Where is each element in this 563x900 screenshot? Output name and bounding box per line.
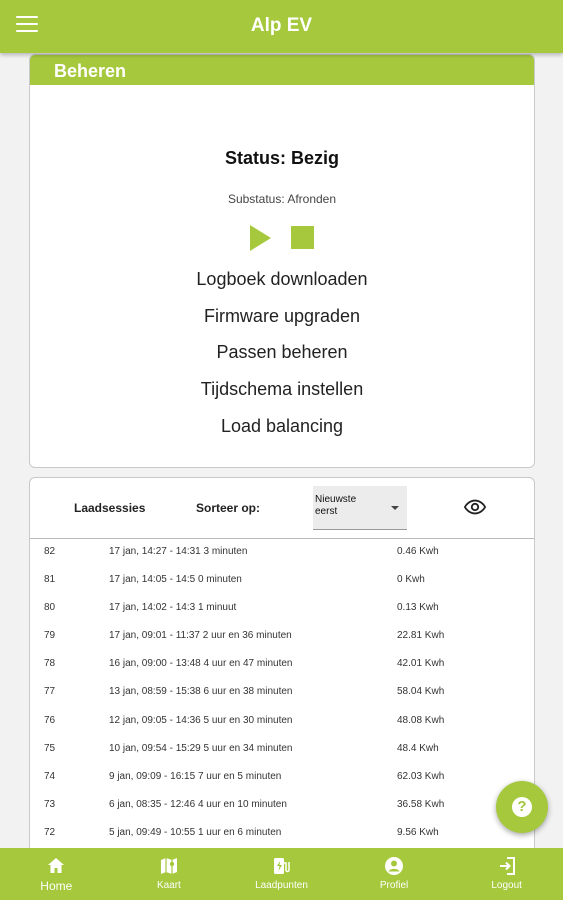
- session-energy: 22.81 Kwh: [397, 630, 445, 642]
- manage-card: [29, 54, 535, 468]
- session-row[interactable]: [30, 763, 534, 791]
- session-time: 6 jan, 08:35 - 12:46 4 uur en 10 minuten: [109, 798, 287, 810]
- session-energy: 9.56 Kwh: [397, 826, 439, 838]
- session-row[interactable]: [30, 622, 534, 650]
- upgrade-firmware-button[interactable]: Firmware upgraden: [203, 305, 361, 326]
- session-id: 77: [44, 686, 56, 698]
- manage-header: Beheren: [30, 55, 534, 85]
- session-id: 81: [44, 574, 56, 586]
- chevron-down-icon: [391, 506, 399, 510]
- nav-logout-label: Logout: [491, 880, 522, 891]
- nav-home[interactable]: [0, 848, 113, 900]
- action-list: [30, 267, 534, 450]
- session-row[interactable]: [30, 819, 534, 847]
- sort-value: Nieuwste eerst: [315, 494, 357, 517]
- session-row[interactable]: [30, 566, 534, 594]
- session-time: 13 jan, 08:59 - 15:38 6 uur en 38 minuten: [109, 686, 293, 698]
- session-time: 16 jan, 09:00 - 13:48 4 uur en 47 minuten: [109, 658, 293, 670]
- session-energy: 48.08 Kwh: [397, 714, 445, 726]
- session-energy: 36.58 Kwh: [397, 798, 445, 810]
- download-log-button[interactable]: Logboek downloaden: [196, 269, 368, 289]
- session-time: 10 jan, 09:54 - 15:29 5 uur en 34 minuten: [109, 742, 293, 754]
- nav-map[interactable]: [113, 848, 226, 900]
- session-energy: 48.4 Kwh: [397, 742, 439, 754]
- nav-profile-label: Profiel: [379, 880, 409, 891]
- sessions-card: [29, 477, 535, 857]
- help-button[interactable]: [496, 781, 548, 833]
- load-balancing-button[interactable]: Load balancing: [220, 415, 344, 436]
- home-icon: [46, 856, 66, 876]
- session-energy: 62.03 Kwh: [397, 770, 445, 782]
- play-icon[interactable]: [250, 225, 271, 251]
- session-row[interactable]: [30, 735, 534, 763]
- session-time: 9 jan, 09:09 - 16:15 7 uur en 5 minuten: [109, 770, 282, 782]
- session-id: 80: [44, 602, 56, 614]
- session-id: 75: [44, 742, 56, 754]
- session-row[interactable]: [30, 594, 534, 622]
- session-id: 78: [44, 658, 56, 670]
- charging-station-icon: [271, 856, 291, 876]
- sort-label: Sorteer op:: [196, 501, 261, 515]
- session-row[interactable]: [30, 791, 534, 819]
- app-title: Alp EV: [250, 15, 313, 36]
- session-energy: 0.46 Kwh: [397, 546, 439, 557]
- nav-chargepoints[interactable]: [225, 848, 338, 900]
- nav-profile[interactable]: [338, 848, 451, 900]
- session-id: 72: [44, 826, 56, 838]
- substatus-text: Substatus: Afronden: [227, 192, 337, 206]
- session-energy: 58.04 Kwh: [397, 686, 445, 698]
- charge-controls: [30, 225, 534, 251]
- session-time: 17 jan, 14:02 - 14:3 1 minuut: [109, 602, 237, 614]
- nav-logout[interactable]: [450, 848, 563, 900]
- nav-home-label: Home: [40, 879, 73, 893]
- help-icon: ?: [512, 797, 532, 817]
- map-icon: [159, 856, 179, 876]
- session-energy: 0.13 Kwh: [397, 602, 439, 614]
- session-energy: 42.01 Kwh: [397, 658, 445, 670]
- nav-map-label: Kaart: [156, 880, 181, 891]
- logout-icon: [497, 856, 517, 876]
- session-time: 17 jan, 09:01 - 11:37 2 uur en 36 minuten: [109, 630, 292, 642]
- eye-icon[interactable]: [464, 498, 486, 516]
- session-id: 79: [44, 630, 56, 642]
- bottom-nav: [0, 848, 563, 900]
- session-list: [30, 538, 534, 847]
- session-time: 17 jan, 14:05 - 14:5 0 minuten: [109, 574, 242, 586]
- session-row[interactable]: [30, 650, 534, 678]
- sort-dropdown[interactable]: [313, 486, 407, 530]
- session-id: 82: [44, 546, 56, 557]
- app-bar: [0, 0, 563, 53]
- status-text: Status: Bezig: [224, 148, 339, 168]
- sessions-title: Laadsessies: [74, 501, 146, 515]
- session-time: 17 jan, 14:27 - 14:31 3 minuten: [109, 546, 248, 557]
- set-schedule-button[interactable]: Tijdschema instellen: [200, 379, 364, 400]
- sessions-header: [30, 478, 534, 539]
- session-row[interactable]: [30, 678, 534, 706]
- session-id: 73: [44, 798, 56, 810]
- stop-icon[interactable]: [291, 226, 314, 249]
- session-time: 5 jan, 09:49 - 10:55 1 uur en 6 minuten: [109, 826, 282, 838]
- session-row[interactable]: [30, 538, 534, 566]
- session-energy: 0 Kwh: [397, 574, 425, 586]
- session-id: 74: [44, 770, 56, 782]
- manage-cards-button[interactable]: Passen beheren: [216, 342, 348, 363]
- session-id: 76: [44, 714, 56, 726]
- session-row[interactable]: [30, 707, 534, 735]
- session-time: 12 jan, 09:05 - 14:36 5 uur en 30 minuten: [109, 714, 293, 726]
- nav-chargepoints-label: Laadpunten: [255, 880, 308, 891]
- account-circle-icon: [384, 856, 404, 876]
